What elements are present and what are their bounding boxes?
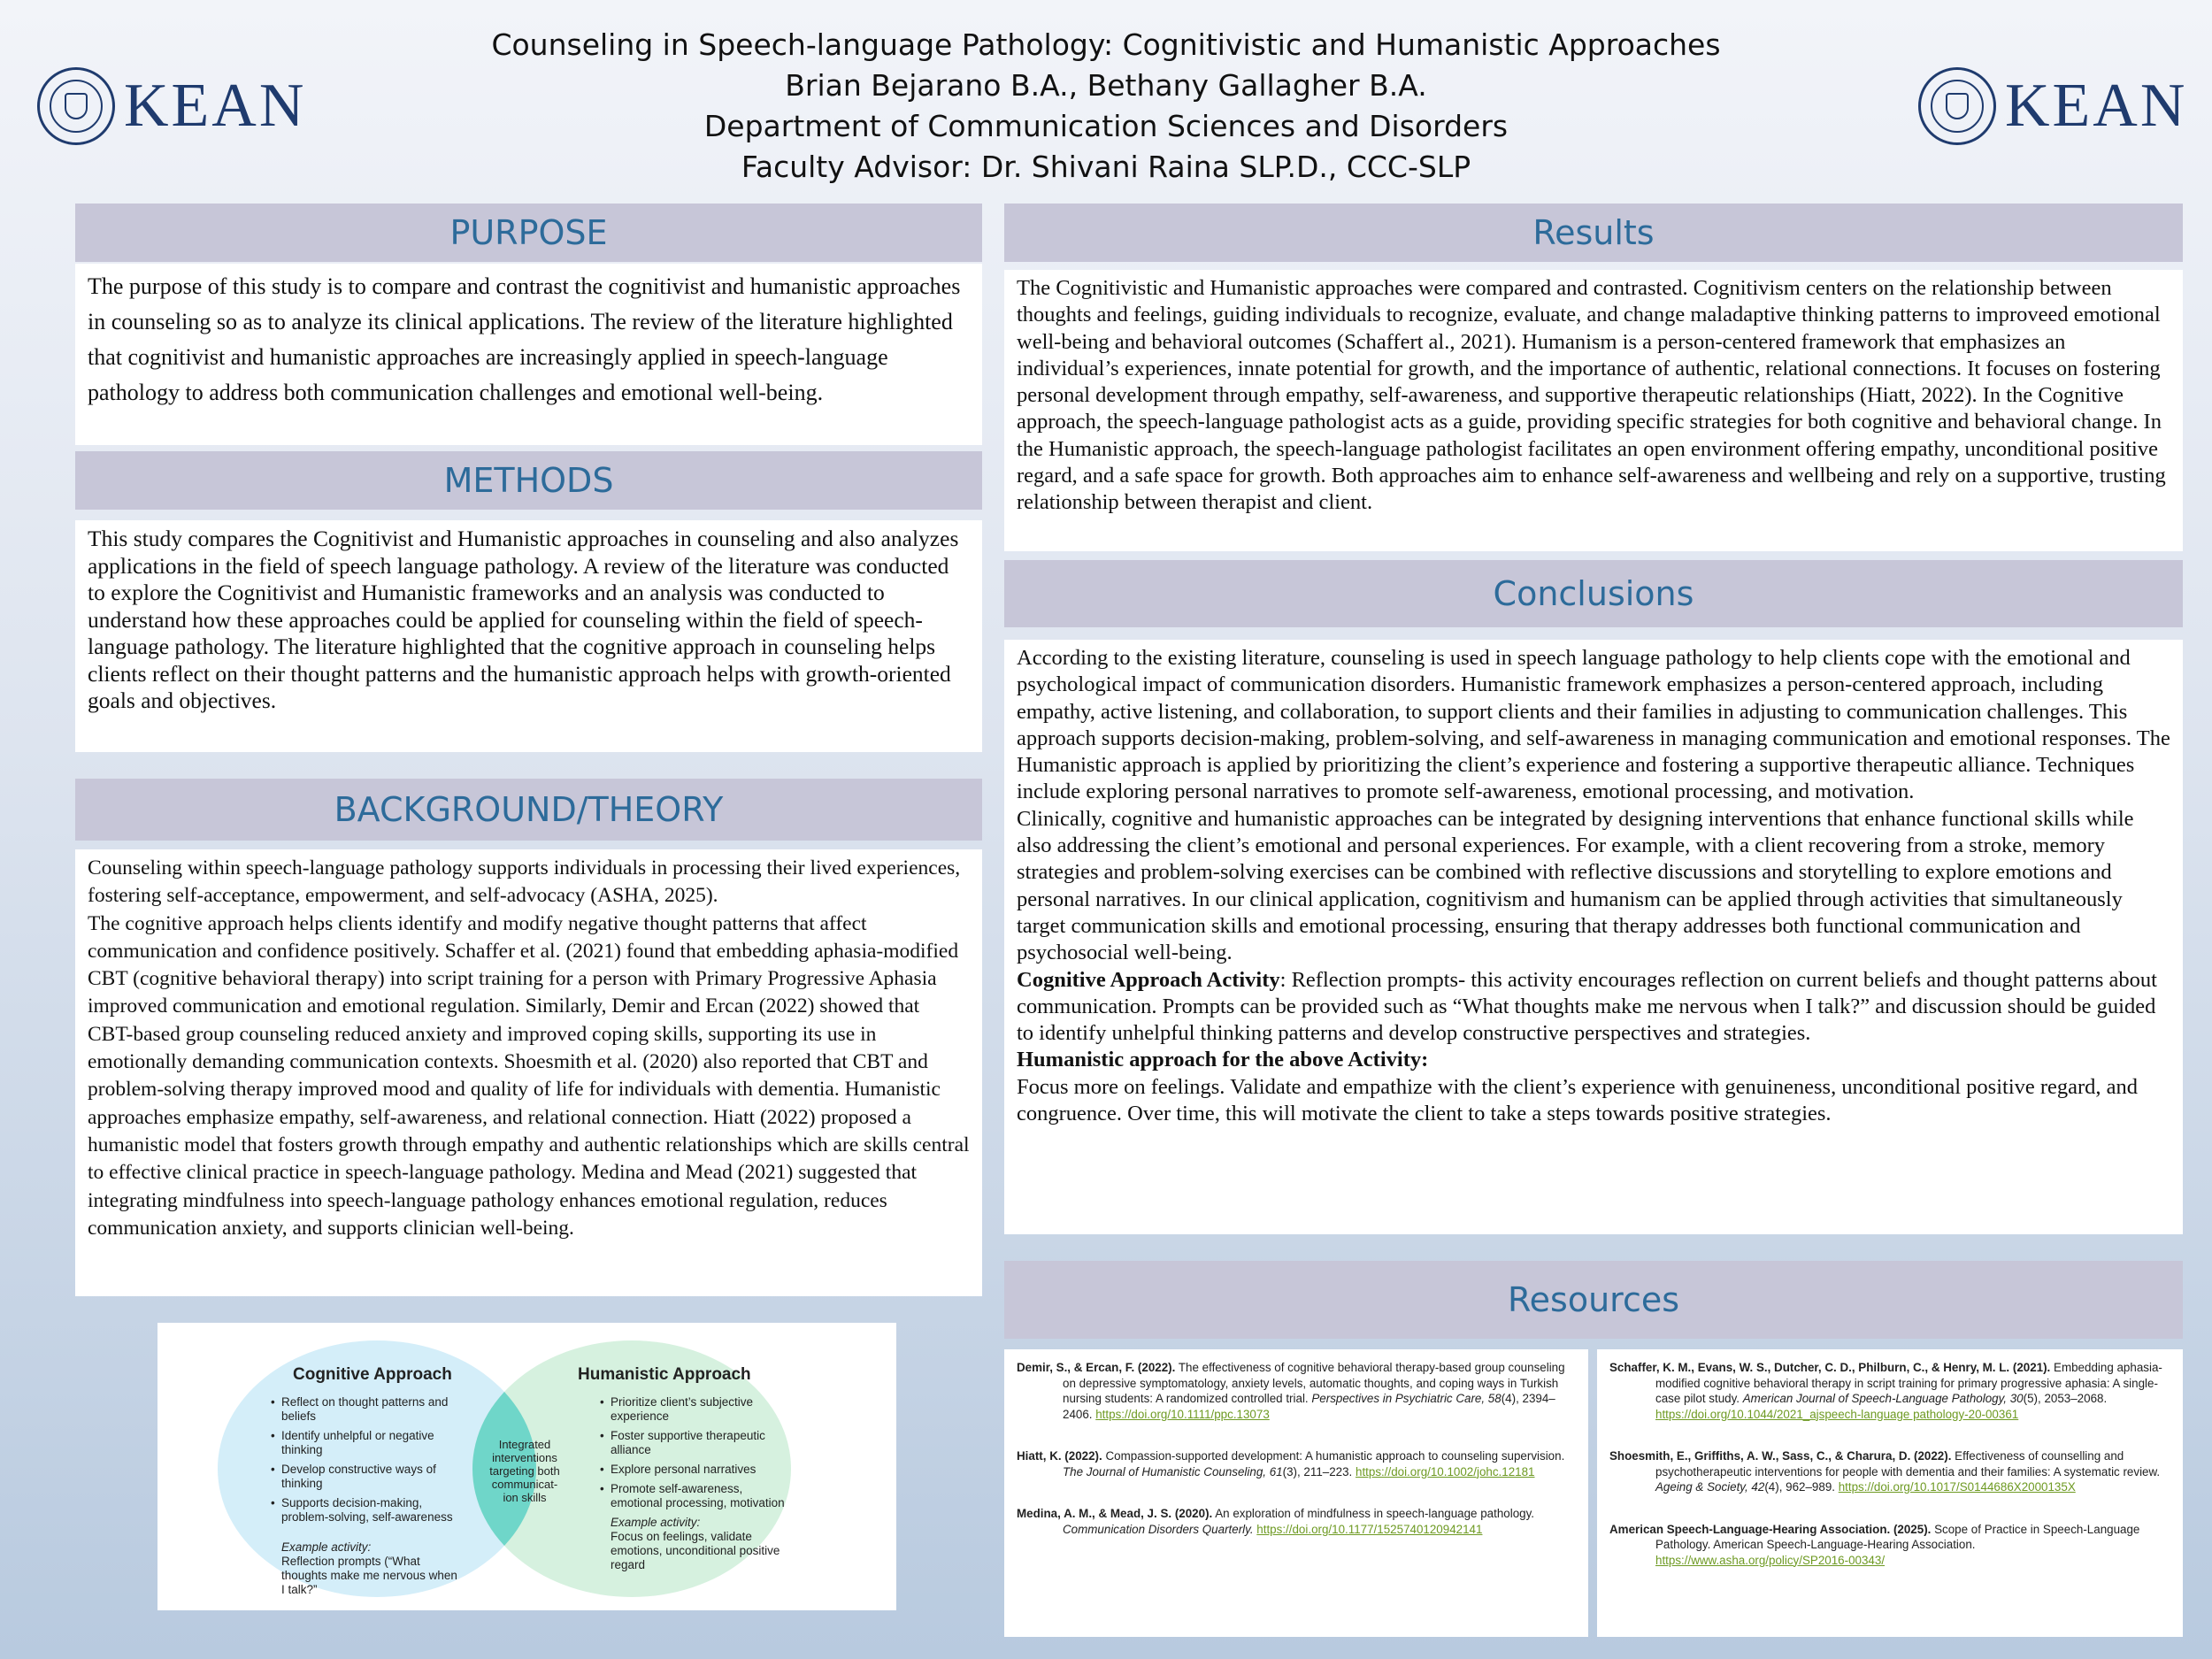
methods-section (75, 520, 982, 752)
reference-link[interactable]: https://doi.org/10.1002/johc.12181 (1356, 1464, 1535, 1479)
methods-heading: METHODS (75, 451, 982, 510)
reference-entry (1017, 1360, 1576, 1422)
humanistic-activity-label: Humanistic approach for the above Activity: (1017, 1048, 1429, 1072)
reference-pages: (4), 962–989. (1764, 1480, 1839, 1494)
background-heading: BACKGROUND/THEORY (75, 779, 982, 841)
cognitive-example-text: Reflection prompts (“What thoughts make me nervous when I talk?” (281, 1555, 457, 1596)
logo-text: KEAN (124, 72, 307, 140)
poster-title: Counseling in Speech-language Pathology: Cognitivistic and Humanistic Approaches (491, 27, 1721, 62)
purpose-text: The purpose of this study is to compare and contrast the cognitivist and humanistic approaches in counseling so as to analyze its clinical applications. The review of the literature highlighted that cognitivist and humanistic approaches are increasingly applied in speech-language pathology to address both communication challenges and emotional well-being. (88, 273, 961, 405)
cognitive-activity (1017, 967, 2170, 1048)
conclusions-heading: Conclusions (1004, 560, 2183, 627)
background-p2: The cognitive approach helps clients identify and modify negative thought patterns that affect communication and confidence positively. Schaffer et al. (2021) found that embedding aphasia-modified CBT (cognitive behavioral therapy) into script training for a person with Primary Progressive Aphasia improved communication and emotional regulation. Similarly, Demir and Ercan (2022) showed that CBT-based group counseling reduced anxiety and improved coping skills, supporting its use in emotionally demanding communication contexts. Shoesmith et al. (2020) also reported that CBT and problem-solving therapy improved mood and quality of life for individuals with dementia. Humanistic approaches emphasize empathy, self-awareness, and relational connection. Hiatt (2022) proposed a humanistic model that fosters growth through empathy and authentic relationships which are skills central to effective clinical practice in speech-language pathology. Medina and Mead (2021) suggested that integrating mindfulness into speech-language pathology enhances emotional regulation, reduces communication anxiety, and supports clinician well-being. (88, 911, 970, 1240)
venn-list-item: • Foster supportive therapeutic alliance (600, 1429, 790, 1457)
kean-logo-right (1918, 62, 2187, 150)
cognitive-activity-text: : Reflection prompts- this activity encourages reflection on current beliefs and thought patterns about communication. Prompts can be provided such as “What thoughts make me nervous when I talk?” and discussion should be guided to identify unhelpful thinking patterns and develop constructive perspectives and strategies. (1017, 967, 2157, 1046)
reference-entry (1609, 1522, 2170, 1569)
background-section (75, 849, 982, 1296)
reference-link[interactable]: https://www.asha.org/policy/SP2016-00343/ (1655, 1553, 1886, 1567)
conclusions-section (1004, 640, 2183, 1234)
reference-authors: Medina, A. M., & Mead, J. S. (2020). (1017, 1507, 1213, 1520)
reference-journal: The Journal of Humanistic Counseling, 61 (1063, 1464, 1283, 1479)
reference-entry (1609, 1448, 2170, 1495)
reference-link[interactable]: https://doi.org/10.1017/S0144686X2000135X (1838, 1480, 2076, 1494)
venn-diagram (157, 1323, 896, 1610)
results-text: The Cognitivistic and Humanistic approaches were compared and contrasted. Cognitivism centers on the relationship between thoughts and feelings, guiding individuals to recognize, evaluate, and change maladaptive thinking patterns to improveed emotional well-being and behavioral outcomes (Schaffert al., 2021). Humanism is a person-centered framework that emphasizes an individual’s experiences, innate potential for growth, and the importance of authentic, relational connections. It focuses on fostering personal development through empathy, self-awareness, and supportive therapeutic relationships (Hiatt, 2022). In the Cognitive approach, the speech-language pathologist acts as a guide, providing specific strategies for both cognitive and behavioral change. In the Humanistic approach, the speech-language pathologist facilitates an open environment offering empathy, unconditional positive regard, and a safe space for growth. Both approaches aim to enhance self-awareness and wellbeing and rely on a supportive, trusting relationship between therapist and client. (1017, 276, 2166, 515)
kean-seal-icon (37, 67, 115, 145)
reference-link[interactable]: https://doi.org/10.1111/ppc.13073 (1095, 1407, 1270, 1421)
humanistic-example-label: Example activity: (611, 1516, 701, 1529)
logo-text: KEAN (2005, 72, 2188, 140)
conclusions-p1: According to the existing literature, counseling is used in speech language pathology to help clients cope with the emotional and psychological impact of communication disorders. Humanistic framework emphasizes a person-centered approach, including empathy, active listening, and collaboration, to support clients and their families in adjusting to communication challenges. This approach supports decision-making, problem-solving, and self-awareness in managing communication and emotional responses. The Humanistic approach is applied by prioritizing the client’s experience and fostering a supportive therapeutic alliance. Techniques include exploring personal narratives to promote self-awareness, emotional processing, and motivation. (1017, 646, 2170, 804)
kean-seal-icon (1918, 67, 1996, 145)
reference-journal: Communication Disorders Quarterly. (1063, 1522, 1254, 1536)
reference-entry (1017, 1506, 1576, 1537)
venn-list-item: • Supports decision-making, problem-solving, self-awareness (271, 1496, 461, 1525)
cognitive-example-label: Example activity: (281, 1540, 372, 1554)
cognitive-activity-label: Cognitive Approach Activity (1017, 967, 1280, 992)
humanistic-activity-text: Focus more on feelings. Validate and empathize with the client’s experience with genuineness, unconditional positive regard, and congruence. Over time, this will motivate the client to take a steps towards positive strategies. (1017, 1074, 2139, 1126)
reference-text: Compassion-supported development: A humanistic approach to counseling supervision. (1102, 1449, 1565, 1463)
faculty-advisor: Faculty Advisor: Dr. Shivani Raina SLP.D., CCC-SLP (741, 150, 1471, 184)
reference-link[interactable]: https://doi.org/10.1044/2021_ajspeech-language pathology-20-00361 (1655, 1407, 2019, 1421)
humanistic-list (600, 1395, 790, 1516)
cognitive-example (281, 1540, 458, 1597)
reference-link[interactable]: https://doi.org/10.1177/1525740120942141 (1256, 1522, 1483, 1536)
reference-text: Scope of Practice in Speech-Language Pathology. American Speech-Language-Hearing Association. (1655, 1522, 2140, 1551)
department: Department of Communication Sciences and Disorders (703, 109, 1509, 143)
reference-journal: Perspectives in Psychiatric Care, 58 (1311, 1392, 1502, 1405)
venn-list-item: • Reflect on thought patterns and beliefs (271, 1395, 461, 1424)
results-heading: Results (1004, 204, 2183, 262)
resources-heading: Resources (1004, 1261, 2183, 1339)
reference-pages: (3), 211–223. (1282, 1464, 1356, 1479)
authors: Brian Bejarano B.A., Bethany Gallagher B.A. (785, 68, 1427, 103)
overlap-text: Integrated interventions targeting both communicat-ion skills (489, 1438, 560, 1504)
reference-authors: Demir, S., & Ercan, F. (2022). (1017, 1361, 1176, 1374)
reference-text: Embedding aphasia-modified cognitive behavioral therapy in script training for primary progressive aphasia: A single-case pilot study. (1655, 1361, 2162, 1405)
venn-list-item: • Develop constructive ways of thinking (271, 1463, 461, 1491)
resources-right (1597, 1349, 2183, 1637)
reference-pages: (4), 2394–2406. (1063, 1392, 1555, 1421)
reference-journal: American Journal of Speech-Language Pathology, 30 (1742, 1392, 2024, 1405)
reference-authors: Schaffer, K. M., Evans, W. S., Dutcher, C. D., Philburn, C., & Henry, M. L. (2021). (1609, 1361, 2051, 1374)
kean-logo-left (37, 62, 306, 150)
reference-pages: (5), 2053–2068. (2023, 1392, 2108, 1405)
methods-text: This study compares the Cognitivist and Humanistic approaches in counseling and also analyzes applications in the field of speech language pathology. A review of the literature was conducted to explore the Cognitivist and Humanistic frameworks and an analysis was conducted to understand how these approaches could be applied for counseling within the field of speech-language pathology. The literature highlighted that the cognitive approach in counseling helps clients reflect on their thought patterns and the humanistic approach helps with growth-oriented goals and objectives. (88, 526, 959, 713)
humanistic-example-text: Focus on feelings, validate emotions, unconditional positive regard (611, 1530, 780, 1571)
results-section (1004, 270, 2183, 551)
venn-list-item: • Identify unhelpful or negative thinking (271, 1429, 461, 1457)
reference-authors: Hiatt, K. (2022). (1017, 1449, 1102, 1463)
background-p1: Counseling within speech-language pathology supports individuals in processing their lived experiences, fostering self-acceptance, empowerment, and self-advocacy (ASHA, 2025). (88, 856, 961, 908)
reference-authors: American Speech-Language-Hearing Association. (2025). (1609, 1522, 1932, 1536)
purpose-heading: PURPOSE (75, 204, 982, 262)
venn-list-item: • Prioritize client’s subjective experience (600, 1395, 790, 1424)
humanistic-example (611, 1516, 787, 1572)
reference-entry (1609, 1360, 2170, 1422)
reference-journal: Ageing & Society, 42 (1655, 1480, 1765, 1494)
poster-title-block (380, 25, 1832, 188)
reference-text: Effectiveness of counselling and psychotherapeutic interventions for people with dementia and their families: A systematic review. (1655, 1449, 2161, 1479)
reference-text: An exploration of mindfulness in speech-language pathology. (1212, 1507, 1535, 1520)
resources-left (1004, 1349, 1588, 1637)
cognitive-title: Cognitive Approach (293, 1365, 452, 1384)
reference-text: The effectiveness of cognitive behavioral therapy-based group counseling on depressive symptomatology, anxiety levels, automatic thoughts, and coping ways in Turkish nursing students: A randomized controlled trial. (1063, 1361, 1565, 1405)
reference-entry (1017, 1448, 1576, 1479)
humanistic-title: Humanistic Approach (578, 1365, 751, 1384)
venn-list-item: • Explore personal narratives (600, 1463, 790, 1477)
venn-list-item: • Promote self-awareness, emotional processing, motivation (600, 1482, 790, 1510)
purpose-section (75, 264, 982, 445)
reference-authors: Shoesmith, E., Griffiths, A. W., Sass, C., & Charura, D. (2022). (1609, 1449, 1952, 1463)
conclusions-p2: Clinically, cognitive and humanistic approaches can be integrated by designing interventions that enhance functional skills while also addressing the client’s emotional and personal experiences. For example, with a client recovering from a stroke, memory strategies and problem-solving exercises can be combined with reflective discussions and storytelling to explore emotions and personal narratives. In our clinical application, cognitivism and humanism can be applied through activities that simultaneously target communication skills and emotional processing, ensuring that therapy addresses both functional communication and psychosocial well-being. (1017, 806, 2134, 965)
cognitive-list (271, 1395, 461, 1530)
